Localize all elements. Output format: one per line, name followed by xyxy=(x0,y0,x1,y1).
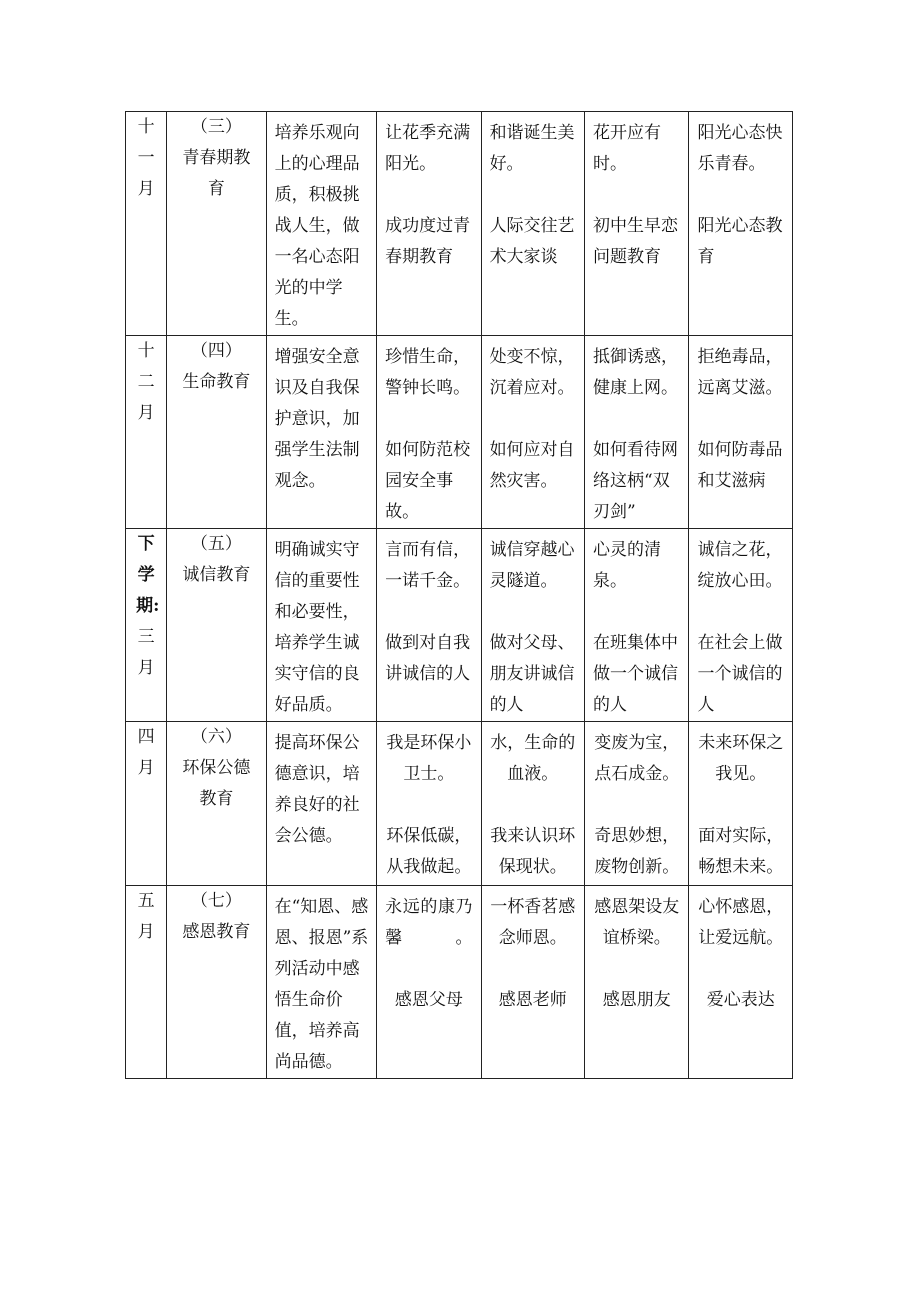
month-cell xyxy=(126,112,167,336)
activity-title: 处变不惊，沉着应对。 xyxy=(489,347,575,398)
theme-cell xyxy=(167,722,266,886)
month-label: 十一月 xyxy=(137,117,155,199)
theme-number: （七） xyxy=(190,891,242,911)
month-cell xyxy=(126,336,167,529)
activity-title: 诚信穿越心灵隧道。 xyxy=(489,540,575,591)
activity-title: 未来环保之我见。 xyxy=(698,733,784,784)
goal-text: 在“知恩、感恩、报恩”系列活动中感悟生命价值，培养高尚品德。 xyxy=(274,897,369,1072)
theme-number: （四） xyxy=(190,341,242,361)
activity-detail: 人际交往艺术大家谈 xyxy=(489,216,575,267)
month-label: 三月 xyxy=(137,627,155,678)
activity-title: 珍惜生命，警钟长鸣。 xyxy=(385,347,471,398)
semester-label: 下学期: xyxy=(136,534,160,616)
activity-detail: 做到对自我讲诚信的人 xyxy=(385,633,471,684)
activity-cell xyxy=(481,112,584,336)
month-label: 五月 xyxy=(137,891,155,942)
theme-cell xyxy=(167,336,266,529)
activity-title: 和谐诞生美好。 xyxy=(489,123,575,174)
activity-title: 阳光心态快乐青春。 xyxy=(697,123,783,174)
activity-cell xyxy=(585,529,689,722)
goal-cell xyxy=(266,722,376,886)
table-row xyxy=(126,336,793,529)
activity-detail: 环保低碳，从我做起。 xyxy=(386,826,472,877)
goal-text: 培养乐观向上的心理品质，积极挑战人生，做一名心态阳光的中学生。 xyxy=(274,123,360,329)
goal-text: 明确诚实守信的重要性和必要性，培养学生诚实守信的良好品质。 xyxy=(274,540,360,715)
activity-cell xyxy=(481,336,584,529)
activity-title: 心怀感恩，让爱远航。 xyxy=(698,897,784,948)
activity-detail: 我来认识环保现状。 xyxy=(490,826,576,877)
activity-detail: 成功度过青春期教育 xyxy=(385,216,471,267)
month-cell xyxy=(126,529,167,722)
activity-cell xyxy=(481,886,584,1079)
activity-cell xyxy=(481,722,584,886)
activity-cell xyxy=(689,336,793,529)
table-row xyxy=(126,886,793,1079)
activity-title: 水，生命的血液。 xyxy=(490,733,576,784)
activity-cell xyxy=(689,722,793,886)
activity-detail: 阳光心态教育 xyxy=(697,216,783,267)
activity-cell xyxy=(377,529,481,722)
activity-title: 变废为宝，点石成金。 xyxy=(594,733,680,784)
month-cell xyxy=(126,886,167,1079)
activity-cell xyxy=(585,112,689,336)
activity-cell xyxy=(585,886,689,1079)
theme-name: 青春期教育 xyxy=(182,148,251,199)
table-row xyxy=(126,112,793,336)
theme-cell xyxy=(167,886,266,1079)
activity-detail: 如何应对自然灾害。 xyxy=(489,440,575,491)
activity-cell xyxy=(377,336,481,529)
theme-name: 生命教育 xyxy=(182,372,251,392)
theme-number: （六） xyxy=(190,727,242,747)
activity-detail: 在社会上做一个诚信的人 xyxy=(697,633,783,715)
month-cell xyxy=(126,722,167,886)
table-row xyxy=(126,722,793,886)
activity-title: 我是环保小卫士。 xyxy=(386,733,472,784)
activity-title: 拒绝毒品，远离艾滋。 xyxy=(697,347,783,398)
activity-detail: 感恩朋友 xyxy=(602,990,671,1010)
goal-cell xyxy=(266,112,376,336)
theme-cell xyxy=(167,529,266,722)
theme-cell xyxy=(167,112,266,336)
table-row xyxy=(126,529,793,722)
month-label: 十二月 xyxy=(137,341,155,423)
activity-detail: 做对父母、朋友讲诚信的人 xyxy=(489,633,575,715)
goal-text: 提高环保公德意识，培养良好的社会公德。 xyxy=(274,733,360,846)
activity-detail: 感恩老师 xyxy=(498,990,567,1010)
activity-cell xyxy=(377,886,481,1079)
theme-number: （五） xyxy=(190,534,242,554)
activity-title: 言而有信，一诺千金。 xyxy=(385,540,471,591)
goal-text: 增强安全意识及自我保护意识，加强学生法制观念。 xyxy=(274,347,360,491)
activity-cell xyxy=(481,529,584,722)
activity-title: 诚信之花，绽放心田。 xyxy=(697,540,783,591)
activity-cell xyxy=(585,336,689,529)
activity-cell xyxy=(689,529,793,722)
activity-detail: 如何防毒品和艾滋病 xyxy=(697,440,783,491)
activity-detail: 感恩父母 xyxy=(394,990,463,1010)
activity-detail: 爱心表达 xyxy=(706,990,775,1010)
activity-detail: 面对实际，畅想未来。 xyxy=(698,826,784,877)
activity-cell xyxy=(377,722,481,886)
activity-title: 感恩架设友谊桥梁。 xyxy=(594,897,680,948)
activity-title: 让花季充满阳光。 xyxy=(385,123,471,174)
theme-name: 诚信教育 xyxy=(182,565,251,585)
activity-title: 花开应有时。 xyxy=(593,123,662,174)
activity-cell xyxy=(689,112,793,336)
goal-cell xyxy=(266,886,376,1079)
activity-detail: 初中生早恋问题教育 xyxy=(593,216,679,267)
activity-title: 一杯香茗感念师恩。 xyxy=(490,897,576,948)
activity-detail: 在班集体中做一个诚信的人 xyxy=(593,633,679,715)
goal-cell xyxy=(266,529,376,722)
activity-title: 心灵的清泉。 xyxy=(593,540,662,591)
theme-name: 环保公德教育 xyxy=(182,758,251,809)
activity-cell xyxy=(377,112,481,336)
activity-title: 永远的康乃馨。 xyxy=(385,897,473,948)
goal-cell xyxy=(266,336,376,529)
education-plan-table xyxy=(125,111,793,1079)
theme-name: 感恩教育 xyxy=(182,922,251,942)
activity-cell xyxy=(585,722,689,886)
activity-detail: 如何防范校园安全事故。 xyxy=(385,440,471,522)
activity-title: 抵御诱惑，健康上网。 xyxy=(593,347,679,398)
activity-cell xyxy=(689,886,793,1079)
activity-detail: 如何看待网络这柄“双刃剑” xyxy=(593,440,679,522)
theme-number: （三） xyxy=(190,117,242,137)
month-label: 四月 xyxy=(137,727,155,778)
activity-detail: 奇思妙想，废物创新。 xyxy=(594,826,680,877)
